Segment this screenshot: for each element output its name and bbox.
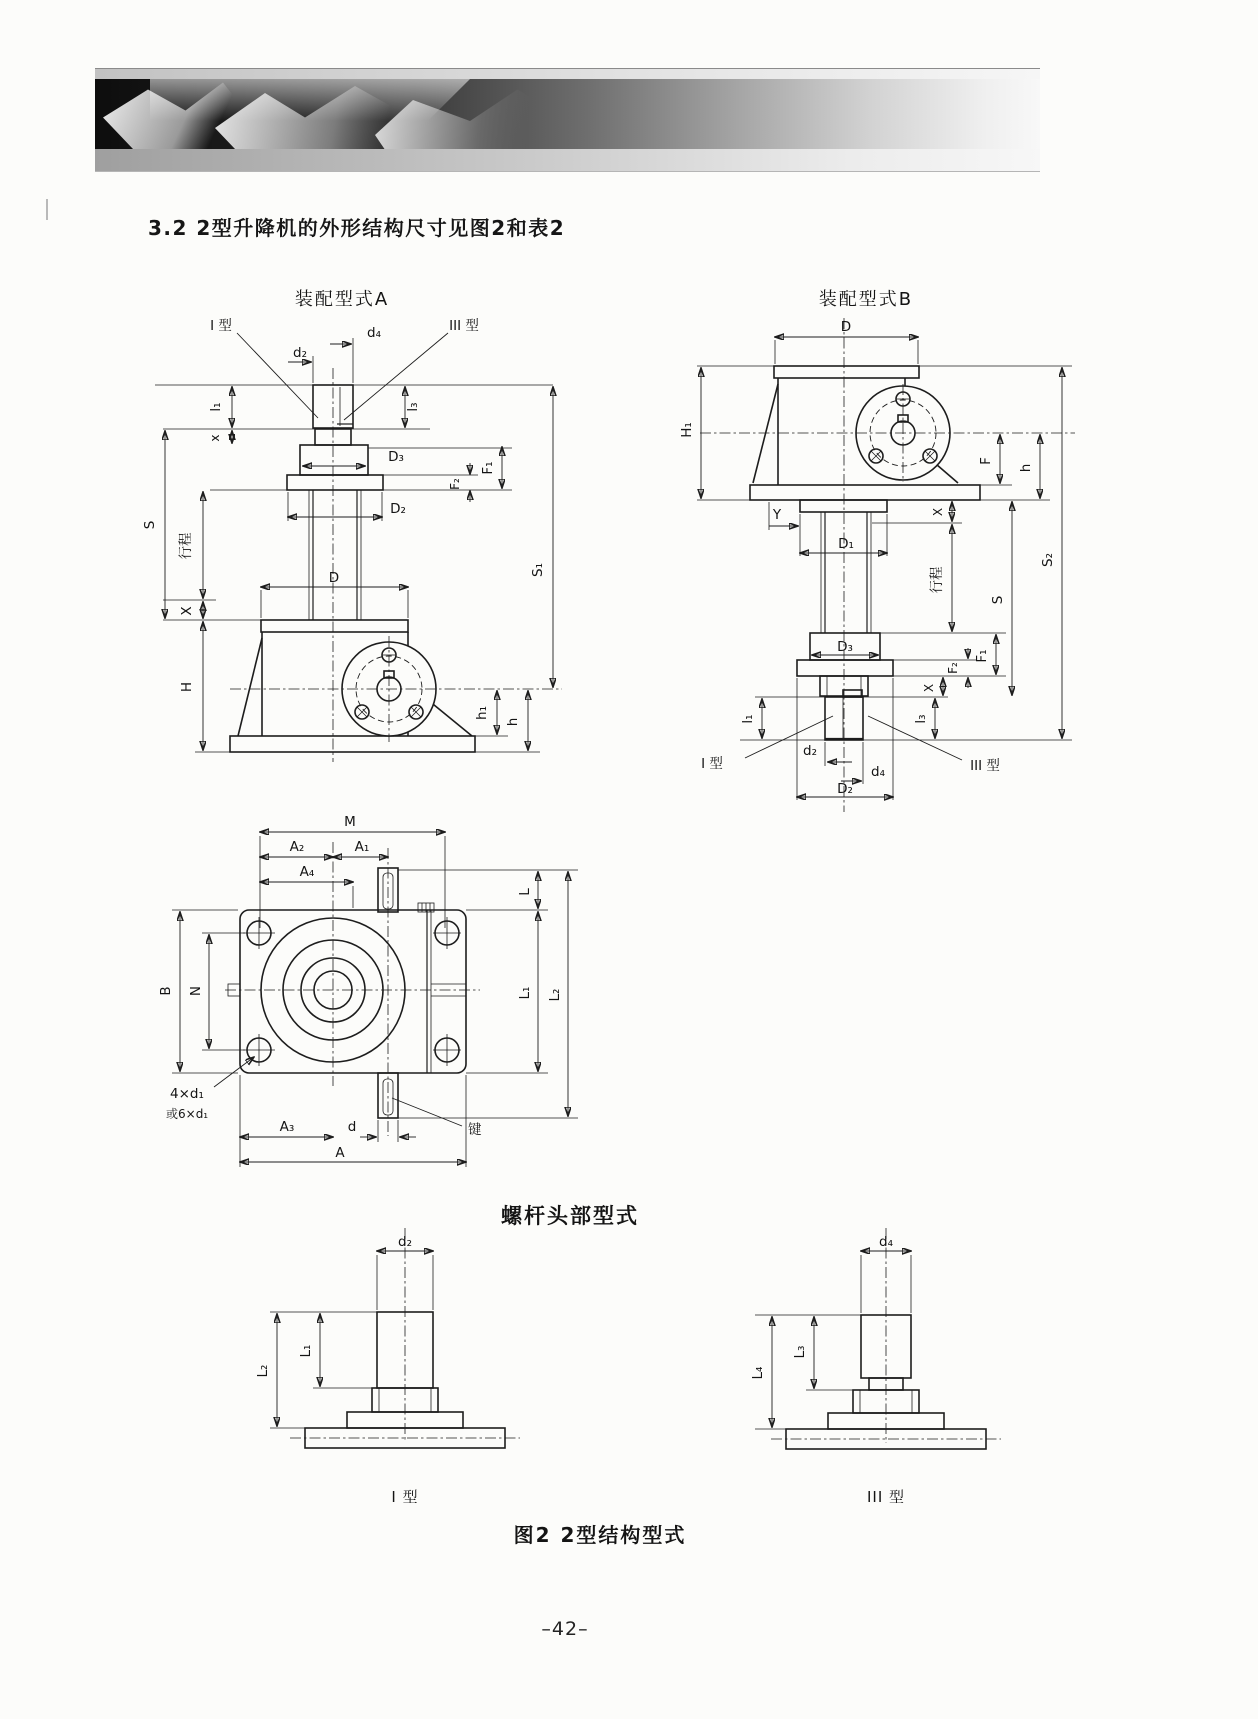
- label-d4: d₄: [871, 764, 885, 780]
- label-F1: F₁: [974, 649, 990, 663]
- label-h: h: [1018, 463, 1034, 473]
- label-A: A: [335, 1145, 345, 1161]
- header-decorative-band: [95, 68, 1040, 172]
- screw-head-section-title: 螺杆头部型式: [501, 1204, 639, 1228]
- label-bolt-spec-1: 4×d₁: [170, 1086, 204, 1102]
- label-L: L: [517, 888, 533, 896]
- label-L1: L₁: [298, 1344, 314, 1358]
- label-h: h: [505, 717, 521, 727]
- label-stroke: 行程: [178, 532, 194, 560]
- top-view-extension-lines: [172, 836, 578, 1167]
- label-L3: L₃: [792, 1345, 808, 1359]
- label-D2: D₂: [390, 501, 406, 517]
- label-L4: L₄: [750, 1366, 766, 1380]
- label-type-iii: III 型: [970, 758, 1000, 774]
- band-bottom-strip: [95, 149, 1040, 172]
- section-heading: 3.2 2型升降机的外形结构尺寸见图2和表2: [148, 216, 566, 240]
- label-S1: S₁: [530, 563, 546, 577]
- label-D3: D₃: [388, 449, 404, 465]
- label-l3: l₃: [913, 714, 929, 724]
- label-d4: d₄: [879, 1234, 893, 1250]
- label-X: X: [179, 606, 195, 616]
- label-stroke: 行程: [929, 566, 945, 594]
- label-H: H: [179, 681, 195, 693]
- label-Y: Y: [772, 507, 782, 523]
- label-F2: F₂: [946, 662, 960, 674]
- label-S: S: [142, 520, 158, 530]
- label-key: 键: [468, 1122, 482, 1138]
- label-L2: L₂: [547, 988, 563, 1002]
- label-F: F: [978, 457, 994, 465]
- label-bolt-spec-2: 或6×d₁: [166, 1107, 209, 1121]
- label-M: M: [344, 814, 356, 830]
- caption-type-iii: III 型: [866, 1488, 906, 1506]
- band-top-strip: [95, 68, 1040, 79]
- page-number: –42–: [541, 1618, 589, 1640]
- label-S: S: [990, 595, 1006, 605]
- label-type-i: I 型: [701, 756, 723, 772]
- label-H1: H₁: [679, 422, 695, 438]
- label-D1: D₁: [838, 536, 854, 552]
- drawing-b-title: 装配型式B: [818, 289, 914, 310]
- band-gear-image: [95, 79, 1040, 149]
- label-D: D: [328, 570, 340, 586]
- label-D2: D₂: [837, 781, 853, 797]
- label-X-upper: X: [931, 507, 945, 517]
- label-l3: l₃: [405, 402, 421, 412]
- top-view-outline: [228, 868, 466, 1118]
- drawing-assembly-a: [140, 283, 580, 770]
- label-type-iii: III 型: [449, 318, 479, 334]
- label-L2: L₂: [255, 1364, 271, 1378]
- label-F2: F₂: [448, 478, 462, 490]
- screw-heads-centerlines: [290, 1228, 1001, 1443]
- label-A3: A₃: [279, 1119, 295, 1135]
- label-S2: S₂: [1040, 553, 1056, 567]
- label-A1: A₁: [354, 839, 370, 855]
- screw-heads-extension-lines: [270, 1255, 911, 1429]
- drawing-screw-heads: [250, 1223, 1010, 1515]
- drawing-assembly-b: [680, 283, 1080, 815]
- label-l1: l₁: [208, 402, 224, 412]
- label-F1: F₁: [480, 461, 496, 475]
- top-view-dimensions: [180, 832, 568, 1162]
- label-A4: A₄: [299, 864, 315, 880]
- label-d2: d₂: [398, 1234, 412, 1250]
- label-L1: L₁: [517, 986, 533, 1000]
- label-D3: D₃: [837, 639, 853, 655]
- label-N: N: [188, 985, 204, 997]
- drawing-a-body: [230, 620, 475, 752]
- label-d2: d₂: [293, 345, 307, 361]
- drawing-top-view: [155, 806, 585, 1180]
- label-h1: h₁: [474, 706, 490, 720]
- scan-artifact-tick: [46, 199, 48, 220]
- label-D: D: [840, 319, 852, 335]
- label-d: d: [347, 1119, 357, 1135]
- label-l1: l₁: [740, 714, 756, 724]
- label-B: B: [158, 986, 174, 996]
- drawing-a-title: 装配型式A: [294, 289, 390, 310]
- label-A2: A₂: [289, 839, 305, 855]
- label-d4: d₄: [367, 325, 381, 341]
- label-d2: d₂: [803, 743, 817, 759]
- label-X-lower: X: [922, 683, 936, 693]
- label-x: x: [208, 434, 222, 442]
- caption-type-i: I 型: [391, 1488, 419, 1506]
- label-type-i: I 型: [210, 318, 232, 334]
- figure-caption: 图2 2型结构型式: [513, 1523, 687, 1547]
